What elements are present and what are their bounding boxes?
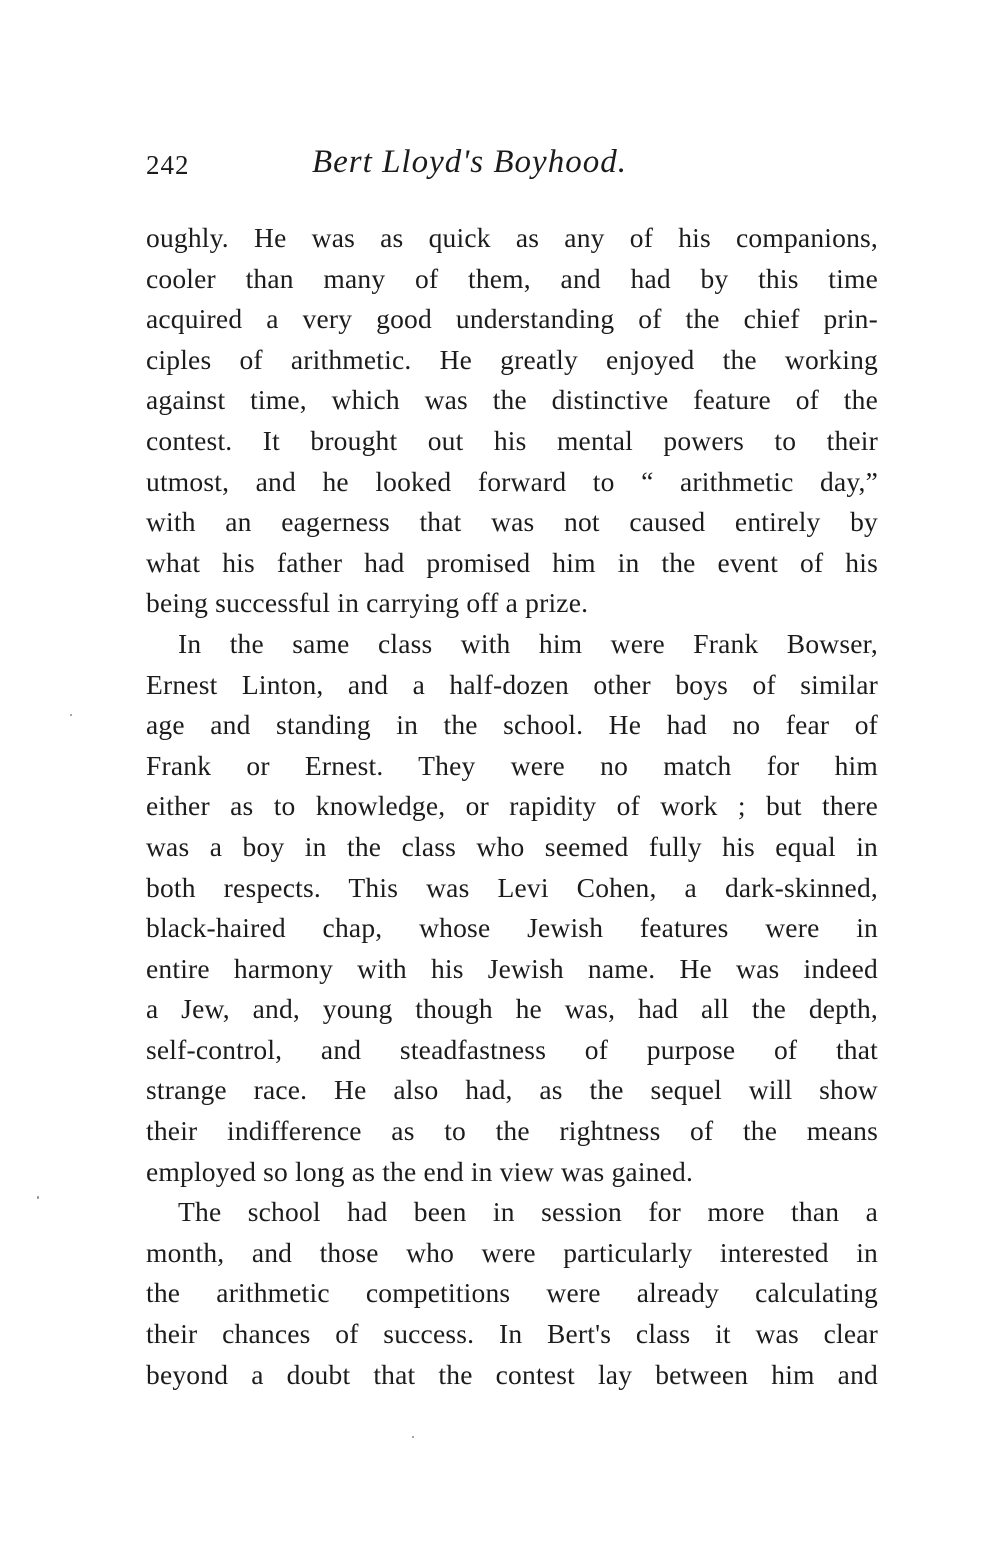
text-line: was a boy in the class who seemed fully his equal in (146, 830, 878, 862)
text-line: being successful in carrying off a prize. (146, 587, 589, 619)
text-line: The school had been in session for more than a (178, 1196, 878, 1228)
text-line: a Jew, and, young though he was, had all the depth, (146, 993, 878, 1025)
scan-speck (37, 1196, 39, 1199)
text-line: utmost, and he looked forward to “ arithmetic day,” (146, 465, 878, 497)
text-line: acquired a very good understanding of the chief prin- (146, 303, 878, 335)
text-line: beyond a doubt that the contest lay between him and (146, 1358, 878, 1390)
text-line: ciples of arithmetic. He greatly enjoyed the working (146, 343, 878, 375)
text-line: what his father had promised him in the event of his (146, 546, 878, 578)
text-line: the arithmetic competitions were already calculating (146, 1277, 878, 1309)
text-line: oughly. He was as quick as any of his companions, (146, 222, 878, 253)
text-line: both respects. This was Levi Cohen, a dark-skinned, (146, 871, 878, 903)
text-line: against time, which was the distinctive feature of the (146, 384, 878, 416)
text-line: month, and those who were particularly interested in (146, 1236, 878, 1268)
text-line: with an eagerness that was not caused entirely by (146, 506, 878, 538)
scan-speck (412, 1436, 414, 1438)
text-line: employed so long as the end in view was gained. (146, 1155, 694, 1187)
text-line: In the same class with him were Frank Bowser, (178, 627, 878, 659)
scan-speck (70, 714, 72, 716)
page-header (146, 144, 876, 194)
text-line: Frank or Ernest. They were no match for him (146, 749, 878, 781)
text-line: black-haired chap, whose Jewish features were in (146, 912, 878, 944)
text-line: their indifference as to the rightness of the means (146, 1115, 878, 1147)
page-number: 242 (146, 150, 190, 180)
text-line: their chances of success. In Bert's class it was clear (146, 1318, 878, 1350)
text-line: entire harmony with his Jewish name. He was indeed (146, 952, 878, 984)
text-line: age and standing in the school. He had no fear of (146, 709, 878, 741)
text-line: contest. It brought out his mental powers to their (146, 424, 878, 456)
text-line: cooler than many of them, and had by this time (146, 262, 878, 294)
text-line: self-control, and steadfastness of purpose of that (146, 1033, 878, 1065)
running-title: Bert Lloyd's Boyhood. (312, 144, 627, 180)
text-line: Ernest Linton, and a half-dozen other boys of similar (146, 668, 878, 700)
text-line: either as to knowledge, or rapidity of work ; but there (146, 790, 878, 822)
text-line: strange race. He also had, as the sequel will show (146, 1074, 878, 1106)
body-text (146, 218, 878, 1395)
